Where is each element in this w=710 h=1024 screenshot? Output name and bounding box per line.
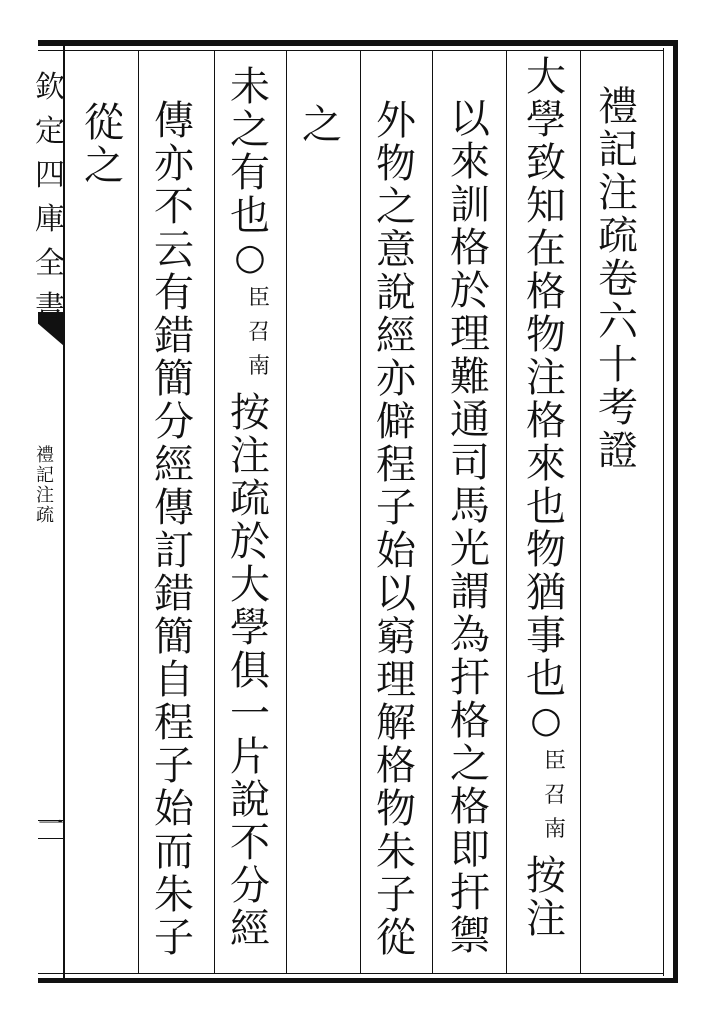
character: 經 [154, 442, 194, 488]
character: 亦 [376, 356, 416, 402]
character: 事 [526, 613, 566, 659]
text-run [598, 86, 638, 473]
character: 大 [526, 54, 566, 100]
column-rule [214, 51, 215, 973]
column-rule [138, 51, 139, 973]
character: 臣 [543, 749, 566, 774]
character: 格 [450, 698, 490, 744]
frame-inner-right-rule [663, 48, 664, 976]
character: 理 [376, 657, 416, 703]
character: 錯 [154, 313, 194, 359]
character: 扞 [450, 655, 490, 701]
character: 注 [598, 170, 638, 216]
character: 禮 [598, 84, 638, 130]
character: 格 [376, 743, 416, 789]
character: 臣 [247, 286, 270, 311]
character: 證 [598, 428, 638, 474]
character: 之 [376, 184, 416, 230]
text-column-5 [294, 104, 350, 1012]
character: 從 [84, 100, 124, 146]
character: 格 [450, 225, 490, 271]
margin-book-title [30, 446, 60, 526]
character: 注 [526, 896, 566, 942]
character: 之 [84, 143, 124, 189]
column-rule [580, 51, 581, 973]
frame-right-rule [673, 40, 678, 983]
character: 說 [230, 777, 270, 823]
character: 格 [450, 784, 490, 830]
character: 以 [450, 96, 490, 142]
column-rule [506, 51, 507, 973]
margin-title-char: 庫 [35, 202, 65, 237]
character: 分 [154, 399, 194, 445]
character: 之 [450, 741, 490, 787]
character: 即 [450, 827, 490, 873]
text-run [376, 100, 416, 960]
character: 按 [526, 853, 566, 899]
character: 南 [247, 354, 270, 379]
character: 注 [526, 355, 566, 401]
character: 通 [450, 397, 490, 443]
text-run [230, 392, 270, 951]
character: 注 [230, 433, 270, 479]
text-column-7 [146, 100, 202, 1008]
character: 未 [230, 64, 270, 110]
character: 疏 [598, 213, 638, 259]
character: 物 [376, 786, 416, 832]
character: 有 [154, 270, 194, 316]
character: 卷 [598, 256, 638, 302]
character: 程 [376, 442, 416, 488]
character: 知 [526, 183, 566, 229]
character: 錯 [154, 571, 194, 617]
separator-mark [234, 238, 265, 278]
character: 召 [247, 320, 270, 345]
character: 分 [230, 863, 270, 909]
text-column-3 [442, 98, 498, 1006]
margin-title-char: 全 [35, 246, 65, 281]
character: 猶 [526, 570, 566, 616]
character: 謂 [450, 569, 490, 615]
character: 召 [543, 783, 566, 808]
character: 難 [450, 354, 490, 400]
character: 司 [450, 440, 490, 486]
character: 俱 [230, 648, 270, 694]
character: 物 [526, 312, 566, 358]
character: 經 [230, 906, 270, 952]
character: 朱 [154, 872, 194, 918]
character: 亦 [154, 141, 194, 187]
character: 在 [526, 226, 566, 272]
text-column-8 [76, 102, 132, 1010]
character: 於 [230, 519, 270, 565]
character: 外 [376, 98, 416, 144]
column-rule [286, 51, 287, 973]
character: 於 [450, 268, 490, 314]
character: 始 [376, 528, 416, 574]
column-rule [432, 51, 433, 973]
character: 六 [598, 299, 638, 345]
character: 簡 [154, 356, 194, 402]
character: 之 [230, 107, 270, 153]
character: 格 [526, 269, 566, 315]
margin-sub-char: 記 [36, 465, 54, 486]
character: 朱 [376, 829, 416, 875]
character: 經 [376, 313, 416, 359]
margin-sub-char: 注 [36, 485, 54, 506]
character: 意 [376, 227, 416, 273]
character: 子 [376, 872, 416, 918]
character: 考 [598, 385, 638, 431]
character: 物 [526, 527, 566, 573]
character: 窮 [376, 614, 416, 660]
character: 訂 [154, 528, 194, 574]
character: 子 [154, 743, 194, 789]
character: 來 [450, 139, 490, 185]
character: 說 [376, 270, 416, 316]
character: 簡 [154, 614, 194, 660]
character: 也 [526, 656, 566, 702]
margin-title-char: 書 [35, 290, 65, 325]
text-column-4 [368, 100, 424, 1008]
character: 從 [376, 915, 416, 961]
text-column-6 [222, 66, 278, 974]
margin-sub-char: 禮 [36, 445, 54, 466]
text-run [450, 98, 490, 958]
text-run [154, 100, 194, 960]
character: 大 [230, 562, 270, 608]
character: 有 [230, 150, 270, 196]
character: 不 [230, 820, 270, 866]
character: 疏 [230, 476, 270, 522]
annotation-run [544, 745, 566, 847]
character: 以 [376, 571, 416, 617]
character: 按 [230, 390, 270, 436]
character: 之 [302, 102, 342, 148]
character: 子 [154, 915, 194, 961]
character: 學 [526, 97, 566, 143]
character: 始 [154, 786, 194, 832]
text-column-2 [518, 56, 574, 964]
character: 解 [376, 700, 416, 746]
character: 也 [526, 484, 566, 530]
character: 禦 [450, 913, 490, 959]
margin-title-char: 欽 [35, 70, 65, 105]
character: 學 [230, 605, 270, 651]
frame-bottom-rule [38, 978, 678, 983]
margin-sub-char: 疏 [36, 505, 54, 526]
character: 不 [154, 184, 194, 230]
margin-title-char: 定 [35, 114, 65, 149]
annotation-run [248, 282, 270, 384]
character: 也 [230, 193, 270, 239]
character: 訓 [450, 182, 490, 228]
character: 南 [543, 817, 566, 842]
character: 馬 [450, 483, 490, 529]
character: 扞 [450, 870, 490, 916]
character: 程 [154, 700, 194, 746]
text-run [526, 855, 566, 941]
character: 理 [450, 311, 490, 357]
circle-mark: ○ [234, 237, 266, 278]
margin-title-char: 四 [35, 158, 65, 193]
frame-top-rule [38, 40, 678, 46]
character: 致 [526, 140, 566, 186]
character: 一 [230, 691, 270, 737]
character: 記 [598, 127, 638, 173]
text-run [526, 56, 566, 701]
character: 格 [526, 398, 566, 444]
separator-mark [530, 701, 561, 741]
text-column-1 [590, 86, 646, 994]
character: 片 [230, 734, 270, 780]
frame-inner-top-rule [38, 50, 664, 51]
character: 自 [154, 657, 194, 703]
character: 物 [376, 141, 416, 187]
character: 十 [598, 342, 638, 388]
text-run [230, 66, 270, 238]
character: 而 [154, 829, 194, 875]
character: 云 [154, 227, 194, 273]
page-number [38, 804, 64, 841]
character: 來 [526, 441, 566, 487]
page-number-text: 一 [38, 810, 65, 840]
column-rule [360, 51, 361, 973]
circle-mark: ○ [530, 700, 562, 741]
character: 子 [376, 485, 416, 531]
character: 光 [450, 526, 490, 572]
character: 僻 [376, 399, 416, 445]
character: 為 [450, 612, 490, 658]
character: 傳 [154, 485, 194, 531]
text-run [302, 104, 342, 147]
margin-series-title [36, 66, 64, 330]
text-run [84, 102, 124, 188]
character: 傳 [154, 98, 194, 144]
